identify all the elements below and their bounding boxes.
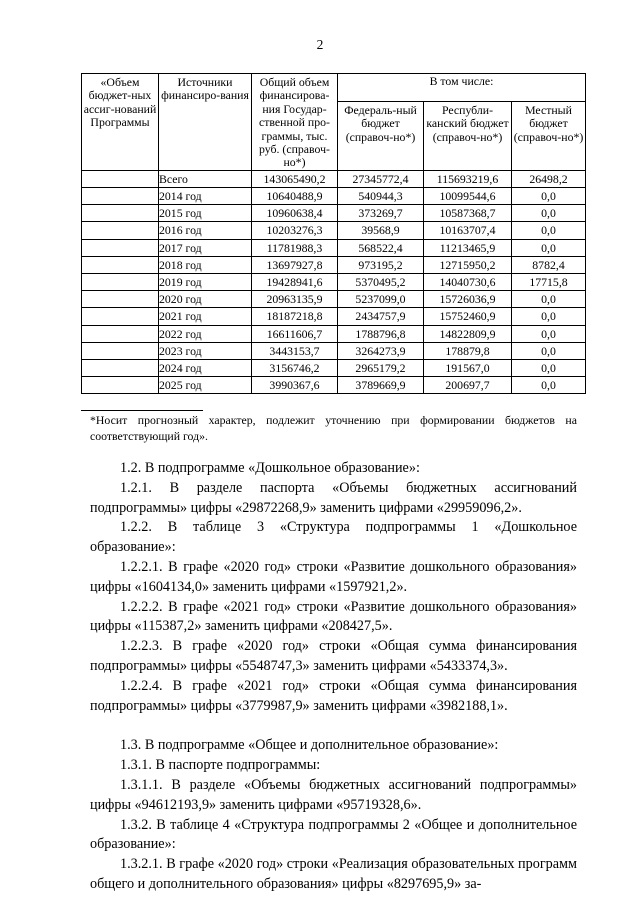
cell-total: 18187218,8 xyxy=(252,308,338,325)
cell-local: 26498,2 xyxy=(512,170,586,187)
table-row xyxy=(82,256,586,273)
cell-republic: 10099544,6 xyxy=(424,188,512,205)
row-label: 2014 год xyxy=(159,188,252,205)
row-label: 2019 год xyxy=(159,274,252,291)
cell-federal: 1788796,8 xyxy=(338,325,424,342)
empty-cell xyxy=(82,188,159,205)
header-republic: Республи-канский бюджет (справоч-но*) xyxy=(424,101,512,170)
row-label: 2017 год xyxy=(159,239,252,256)
cell-federal: 973195,2 xyxy=(338,256,424,273)
cell-local: 0,0 xyxy=(512,188,586,205)
paragraph: 1.2.1. В разделе паспорта «Объемы бюджетных ассигнований подпрограммы» цифры «29872268,9» заменить цифрами «29959096,2». xyxy=(90,479,577,516)
cell-local: 0,0 xyxy=(512,377,586,394)
row-label: 2022 год xyxy=(159,325,252,342)
table-row xyxy=(82,205,586,222)
cell-federal: 540944,3 xyxy=(338,188,424,205)
cell-local: 0,0 xyxy=(512,205,586,222)
cell-federal: 3789669,9 xyxy=(338,377,424,394)
cell-federal: 5237099,0 xyxy=(338,291,424,308)
cell-republic: 12715950,2 xyxy=(424,256,512,273)
empty-cell xyxy=(82,256,159,273)
header-federal: Федераль-ный бюджет (справоч-но*) xyxy=(338,101,424,170)
paragraph: 1.3.2. В таблице 4 «Структура подпрограммы 2 «Общее и дополнительное образование»: xyxy=(90,816,577,853)
cell-federal: 27345772,4 xyxy=(338,170,424,187)
paragraph: 1.2.2.1. В графе «2020 год» строки «Развитие дошкольного образования» цифры «1604134,0» заменить цифрами «1597921,2». xyxy=(90,558,577,595)
row-label: 2024 год xyxy=(159,360,252,377)
header-program-volume: «Объем бюджет-ных ассиг-нований Программы xyxy=(82,74,159,171)
header-sources: Источники финансиро-вания xyxy=(159,74,252,171)
cell-total: 20963135,9 xyxy=(252,291,338,308)
empty-cell xyxy=(82,239,159,256)
row-label: 2023 год xyxy=(159,342,252,359)
row-label: 2025 год xyxy=(159,377,252,394)
cell-total: 10640488,9 xyxy=(252,188,338,205)
table-row xyxy=(82,291,586,308)
cell-federal: 2434757,9 xyxy=(338,308,424,325)
cell-local: 8782,4 xyxy=(512,256,586,273)
cell-federal: 39568,9 xyxy=(338,222,424,239)
cell-republic: 115693219,6 xyxy=(424,170,512,187)
budget-table xyxy=(81,73,586,394)
cell-total: 3156746,2 xyxy=(252,360,338,377)
paragraph: 1.3.1.1. В разделе «Объемы бюджетных ассигнований подпрограммы» цифры «94612193,9» заменить цифрами «95719328,6». xyxy=(90,776,577,813)
cell-local: 17715,8 xyxy=(512,274,586,291)
empty-cell xyxy=(82,205,159,222)
footnote: *Носит прогнозный характер, подлежит уточнению при формировании бюджетов на соответствующий год». xyxy=(90,413,577,443)
cell-republic: 15752460,9 xyxy=(424,308,512,325)
row-label: 2016 год xyxy=(159,222,252,239)
page-number: 2 xyxy=(316,37,324,52)
cell-total: 19428941,6 xyxy=(252,274,338,291)
table-row xyxy=(82,342,586,359)
section-1-2 xyxy=(90,459,577,895)
cell-local: 0,0 xyxy=(512,308,586,325)
table-row xyxy=(82,325,586,342)
cell-republic: 11213465,9 xyxy=(424,239,512,256)
cell-total: 11781988,3 xyxy=(252,239,338,256)
cell-total: 10960638,4 xyxy=(252,205,338,222)
paragraph: 1.2.2.3. В графе «2020 год» строки «Общая сумма финансирования подпрограммы» цифры «5548747,3» заменить цифрами «5433374,3». xyxy=(90,638,577,674)
paragraph: 1.3.1. В паспорте подпрограммы: xyxy=(120,757,321,774)
cell-local: 0,0 xyxy=(512,360,586,377)
cell-total: 3990367,6 xyxy=(252,377,338,394)
cell-federal: 2965179,2 xyxy=(338,360,424,377)
table-row xyxy=(82,170,586,187)
cell-local: 0,0 xyxy=(512,342,586,359)
cell-republic: 191567,0 xyxy=(424,360,512,377)
paragraph: 1.2.2. В таблице 3 «Структура подпрограммы 1 «Дошкольное образование»: xyxy=(90,519,577,556)
empty-cell xyxy=(82,325,159,342)
table-body xyxy=(82,170,586,394)
cell-local: 0,0 xyxy=(512,239,586,256)
table-row xyxy=(82,360,586,377)
empty-cell xyxy=(82,360,159,377)
cell-federal: 373269,7 xyxy=(338,205,424,222)
header-including: В том числе: xyxy=(338,74,586,102)
paragraph: 1.2.2.4. В графе «2021 год» строки «Общая сумма финансирования подпрограммы» цифры «3779987,9» заменить цифрами «3982188,1». xyxy=(90,677,577,714)
empty-cell xyxy=(82,377,159,394)
cell-total: 16611606,7 xyxy=(252,325,338,342)
empty-cell xyxy=(82,291,159,308)
row-label: Всего xyxy=(159,170,252,187)
cell-federal: 3264273,9 xyxy=(338,342,424,359)
table-row xyxy=(82,188,586,205)
cell-total: 13697927,8 xyxy=(252,256,338,273)
table-row xyxy=(82,377,586,394)
cell-republic: 200697,7 xyxy=(424,377,512,394)
header-local: Местный бюджет (справоч-но*) xyxy=(512,101,586,170)
empty-cell xyxy=(82,170,159,187)
cell-republic: 14822809,9 xyxy=(424,325,512,342)
paragraph: 1.2.2.2. В графе «2021 год» строки «Развитие дошкольного образования» цифры «115387,2» заменить цифрами «208427,5». xyxy=(90,598,577,635)
header-total: Общий объем финансирова-ния Государ-ственной про-граммы, тыс. руб. (справоч-но*) xyxy=(252,74,338,171)
cell-total: 143065490,2 xyxy=(252,170,338,187)
table-row xyxy=(82,308,586,325)
cell-federal: 568522,4 xyxy=(338,239,424,256)
row-label: 2020 год xyxy=(159,291,252,308)
row-label: 2018 год xyxy=(159,256,252,273)
row-label: 2015 год xyxy=(159,205,252,222)
cell-republic: 15726036,9 xyxy=(424,291,512,308)
empty-cell xyxy=(82,274,159,291)
cell-total: 10203276,3 xyxy=(252,222,338,239)
cell-local: 0,0 xyxy=(512,291,586,308)
paragraph: 1.3.2.1. В графе «2020 год» строки «Реализация образовательных программ общего и дополнительного образования» цифры «8297695,9» за- xyxy=(90,856,577,892)
paragraph: 1.2. В подпрограмме «Дошкольное образование»: xyxy=(120,460,420,476)
cell-local: 0,0 xyxy=(512,325,586,342)
cell-republic: 10163707,4 xyxy=(424,222,512,239)
empty-cell xyxy=(82,342,159,359)
cell-republic: 14040730,6 xyxy=(424,274,512,291)
cell-federal: 5370495,2 xyxy=(338,274,424,291)
cell-republic: 178879,8 xyxy=(424,342,512,359)
table-row xyxy=(82,274,586,291)
empty-cell xyxy=(82,222,159,239)
row-label: 2021 год xyxy=(159,308,252,325)
cell-total: 3443153,7 xyxy=(252,342,338,359)
table-row xyxy=(82,222,586,239)
table-row xyxy=(82,239,586,256)
empty-cell xyxy=(82,308,159,325)
paragraph: 1.3. В подпрограмме «Общее и дополнительное образование»: xyxy=(120,737,499,754)
footnote-divider xyxy=(81,410,203,411)
cell-local: 0,0 xyxy=(512,222,586,239)
cell-republic: 10587368,7 xyxy=(424,205,512,222)
